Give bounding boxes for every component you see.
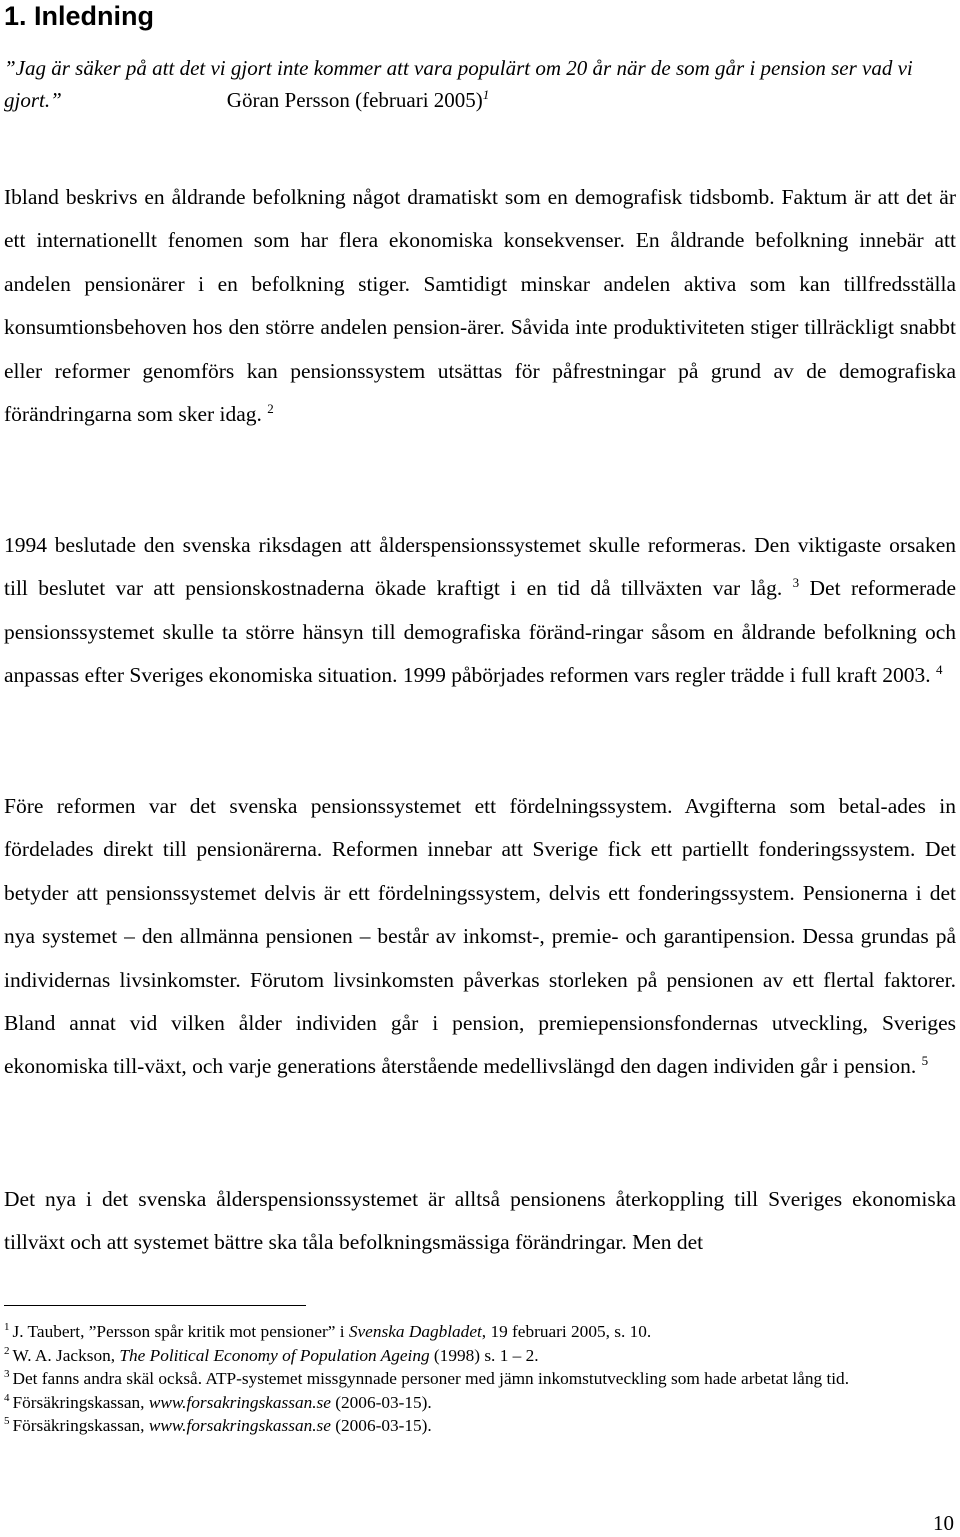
footnote-2 xyxy=(4,1344,956,1368)
footnote-number: 2 xyxy=(4,1344,10,1357)
epigraph-quote xyxy=(4,52,956,116)
quote-text: ”Jag är säker på att det vi gjort inte kommer att vara populärt om 20 år när de som går i pension ser vad vi gjort.” xyxy=(4,56,913,112)
footnote-text: W. A. Jackson, xyxy=(12,1345,120,1365)
footnote-text: (2006-03-15). xyxy=(330,1416,432,1436)
footnote-source-title: Svenska Dagbladet xyxy=(348,1322,482,1341)
footnote-ref: 1 xyxy=(482,87,490,102)
footnote-ref: 4 xyxy=(935,662,943,678)
footnote-ref: 3 xyxy=(792,575,800,591)
paragraph-text: Före reformen var det svenska pensionssystemet ett fördelningssystem. Avgifterna som betal-ades in fördelades direkt till pensionärerna. Reformen innebar att Sverige fick ett partiellt fonderingssystem. Det betyder att pensionssystemet delvis är ett fördelningssystem, delvis ett fonderingssystem. Pensionerna i det nya systemet – den allmänna pensionen – består av inkomst-, premie- och garantipension. Dessa grundas på individernas livsinkomster. Förutom livsinkomsten påverkas storleken på pensionen av ett flertal faktorer. Bland annat vid vilken ålder individen går i pension, premiepensionsfondernas utveckling, Sveriges ekonomiska till-växt, och varje generations återstående medellivslängd den dagen individen går i pension. xyxy=(4,794,956,1079)
footnote-text: (1998) s. 1 – 2. xyxy=(429,1345,539,1365)
paragraph-text: Det nya i det svenska ålderspensionssystemet är alltså pensionens återkoppling till Sveriges ekonomiska tillväxt och att systemet bättre ska tåla befolkningsmässiga förändringar. Men det xyxy=(4,1187,956,1255)
footnote-link: www.forsakringskassan.se xyxy=(148,1392,331,1412)
footnote-ref: 5 xyxy=(921,1053,929,1069)
footnote-link: www.forsakringskassan.se xyxy=(148,1416,331,1436)
footnote-text: Det fanns andra skäl också. ATP-systemet missgynnade personer med jämn inkomstutveckling som hade arbetat lång tid. xyxy=(12,1369,850,1389)
paragraph-3 xyxy=(4,785,956,1089)
footnote-text: , 19 februari 2005, s. 10. xyxy=(481,1322,652,1341)
footnote-text: J. Taubert, ”Persson spår kritik mot pensioner” i xyxy=(12,1322,349,1341)
footnote-separator xyxy=(4,1305,306,1306)
paragraph-text: Det reformerade pensionssystemet skulle ta större hänsyn till demografiska föränd-ringar såsom en åldrande befolkning och anpassas efter Sveriges ekonomiska situation. 1999 påbörjades reformen vars regler trädde i full kraft 2003. xyxy=(4,576,957,688)
footnote-source-title: The Political Economy of Population Ageing xyxy=(119,1345,430,1365)
footnote-1 xyxy=(4,1320,956,1344)
footnote-number: 5 xyxy=(4,1415,10,1428)
paragraph-4 xyxy=(4,1178,956,1265)
footnote-5 xyxy=(4,1414,956,1438)
footnote-text: (2006-03-15). xyxy=(330,1392,432,1412)
footnote-number: 3 xyxy=(4,1368,10,1381)
footnote-4 xyxy=(4,1391,956,1415)
footnote-3 xyxy=(4,1367,956,1391)
paragraph-text: 1994 beslutade den svenska riksdagen att ålderspensionssystemet skulle reformeras. Den viktigaste orsaken till beslutet var att pensionskostnaderna ökade kraftigt i en tid då tillväxten var låg. xyxy=(4,533,956,601)
footnote-number: 1 xyxy=(4,1321,10,1333)
section-heading: 1. Inledning xyxy=(4,1,155,31)
quote-attribution: Göran Persson (februari 2005) xyxy=(226,88,483,112)
footnote-text: Försäkringskassan, xyxy=(12,1392,149,1412)
footnotes xyxy=(4,1320,956,1438)
paragraph-1 xyxy=(4,176,956,436)
page-number: 10 xyxy=(933,1511,954,1535)
footnote-ref: 2 xyxy=(267,401,274,417)
footnote-text: Försäkringskassan, xyxy=(12,1416,149,1436)
footnote-number: 4 xyxy=(4,1391,10,1404)
paragraph-2 xyxy=(4,524,956,698)
paragraph-text: Ibland beskrivs en åldrande befolkning något dramatiskt som en demografisk tidsbomb. Faktum är att det är ett internationellt fenomen som har flera ekonomiska konsekvenser. En åldrande befolkning innebär att andelen pensionärer i en befolkning stiger. Samtidigt minskar andelen aktiva som kan tillfredsställa konsumtionsbehoven hos den större andelen pension-ärer. Såvida inte produktiviteten stiger tillräckligt snabbt eller reformer genomförs kan pensionssystem utsättas för påfrestningar på grund av de demografiska förändringarna som sker idag. xyxy=(4,185,956,427)
